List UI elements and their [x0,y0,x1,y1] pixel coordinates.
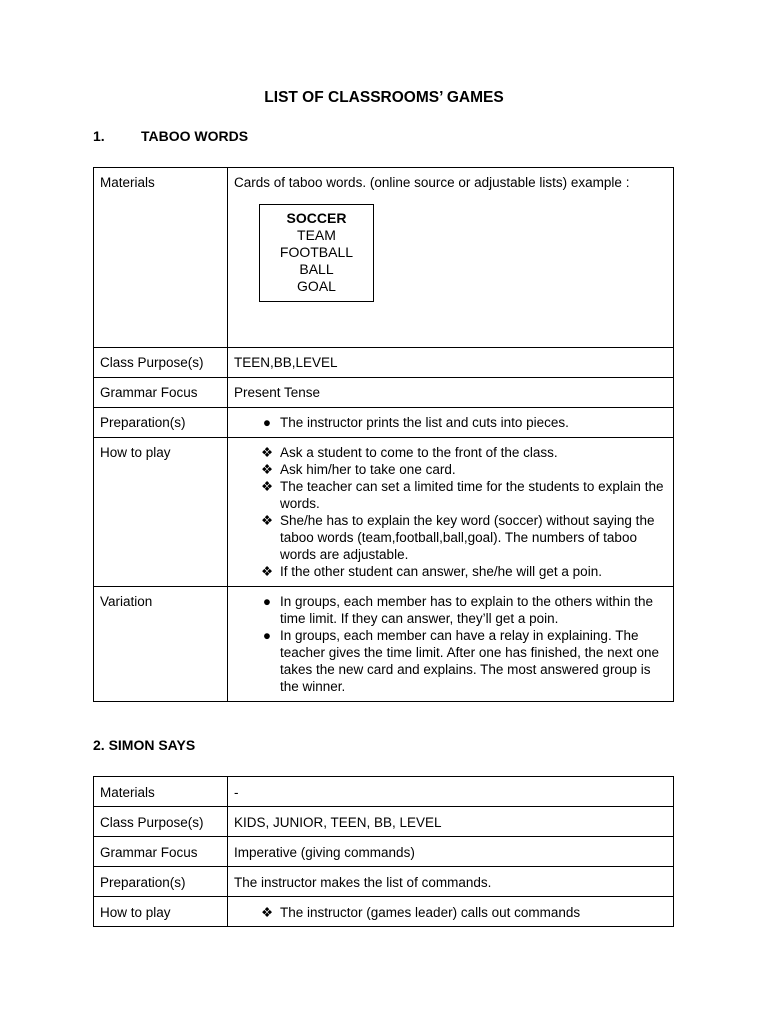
table-row-how-to-play [94,897,674,927]
bullet-dot-icon: ● [262,628,272,643]
how-to-play-label: How to play [94,438,228,587]
diamond-bullet-icon: ❖ [260,445,274,460]
how-to-play-label: How to play [94,897,228,927]
diamond-bullet-icon: ❖ [260,479,274,494]
materials-label: Materials [94,777,228,807]
how-to-play-cell [228,438,674,587]
preparation-label: Preparation(s) [94,408,228,438]
materials-value: - [228,777,674,807]
list-item: ● In groups, each member has to explain to the others within the time limit. If they can answer, they’ll get a poin. [259,593,667,627]
diamond-bullet-icon: ❖ [260,462,274,477]
taboo-card-word: FOOTBALL [279,244,354,260]
bullet-dot-icon: ● [262,594,272,609]
how-to-play-list [234,904,667,921]
how-to-play-cell [228,897,674,927]
list-item: ❖ She/he has to explain the key word (soccer) without saying the taboo words (team,football,ball,goal). The numbers of taboo words are adjustable. [260,513,655,562]
taboo-card-word: TEAM [297,227,336,243]
grammar-focus-value: Imperative (giving commands) [228,837,674,867]
section-1-number: 1. [93,128,105,144]
list-item: ❖ If the other student can answer, she/he will get a poin. [260,564,602,579]
variation-list [234,593,667,695]
document-title: LIST OF CLASSROOMS’ GAMES [264,89,504,106]
diamond-bullet-icon: ❖ [260,564,274,579]
table-row-materials [94,777,674,807]
class-purpose-label: Class Purpose(s) [94,348,228,378]
simon-says-table [93,776,674,927]
diamond-bullet-icon: ❖ [260,905,274,920]
bullet-dot-icon: ● [262,415,272,430]
class-purpose-value: TEEN,BB,LEVEL [228,348,674,378]
class-purpose-label: Class Purpose(s) [94,807,228,837]
table-row-class-purpose [94,807,674,837]
section-2-heading: 2. SIMON SAYS [93,737,196,753]
class-purpose-value: KIDS, JUNIOR, TEEN, BB, LEVEL [228,807,674,837]
table-row-grammar-focus [94,378,674,408]
table-row-class-purpose [94,348,674,378]
table-row-materials [94,168,674,348]
taboo-card-keyword: SOCCER [286,210,347,226]
table-row-how-to-play [94,438,674,587]
variation-cell [228,587,674,702]
preparation-cell [228,408,674,438]
how-to-play-list [234,444,667,580]
list-item: ❖ The instructor (games leader) calls out commands [260,905,581,920]
materials-text: Cards of taboo words. (online source or adjustable lists) example : [234,175,630,190]
grammar-focus-value: Present Tense [228,378,674,408]
list-item: ● The instructor prints the list and cuts into pieces. [259,414,667,431]
table-row-variation [94,587,674,702]
materials-label: Materials [94,168,228,348]
table-row-grammar-focus [94,837,674,867]
list-item: ● In groups, each member can have a relay in explaining. The teacher gives the time limit. After one has finished, the next one takes the new card and explains. The most answered group is the winner. [259,627,667,695]
preparation-list [234,414,667,431]
variation-label: Variation [94,587,228,702]
section-1-heading [93,128,248,144]
list-item: ❖ Ask him/her to take one card. [260,462,456,477]
grammar-focus-label: Grammar Focus [94,378,228,408]
section-1-title: TABOO WORDS [141,128,249,144]
table-row-preparation [94,408,674,438]
preparation-label: Preparation(s) [94,867,228,897]
materials-cell [228,168,674,348]
diamond-bullet-icon: ❖ [260,513,274,528]
grammar-focus-label: Grammar Focus [94,837,228,867]
list-item: ❖ Ask a student to come to the front of the class. [260,445,558,460]
taboo-card-word: BALL [299,261,334,277]
table-row-preparation [94,867,674,897]
taboo-words-table [93,167,674,702]
list-item: ❖ The teacher can set a limited time for the students to explain the words. [260,479,664,511]
taboo-card-word: GOAL [297,278,336,294]
taboo-card-example [259,204,374,302]
preparation-value: The instructor makes the list of commands. [228,867,674,897]
